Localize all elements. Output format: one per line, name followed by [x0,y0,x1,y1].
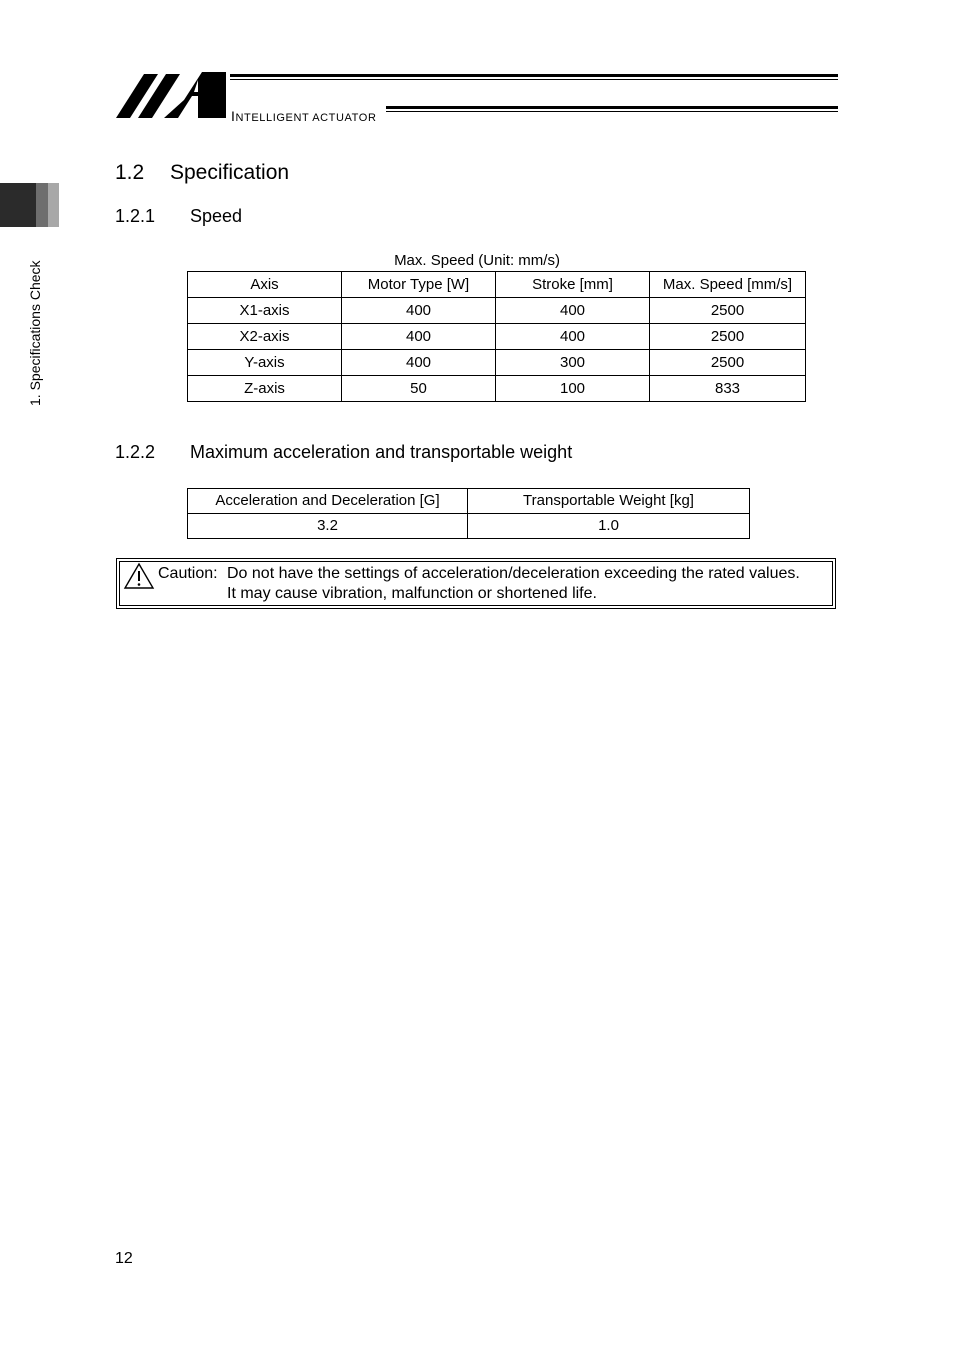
speed-header-motor: Motor Type [W] [342,272,496,298]
speed-cell: 400 [496,298,650,324]
chapter-side-label: 1. Specifications Check [27,260,43,406]
speed-table-caption: Max. Speed (Unit: mm/s) [394,252,560,269]
speed-table-header-row [188,272,806,298]
subsection-speed-number: 1.2.1 [115,206,156,226]
section-title: Specification [170,161,290,184]
speed-cell: 100 [496,376,650,402]
accel-table [187,488,750,539]
speed-cell: 2500 [650,298,806,324]
accel-cell: 1.0 [468,514,750,539]
warning-triangle-icon [123,562,155,590]
speed-cell: 2500 [650,350,806,376]
speed-header-stroke: Stroke [mm] [496,272,650,298]
header-rule-bottom-thick [386,106,838,109]
caution-text-line1: Do not have the settings of acceleration/deceleration exceeding the rated values. [227,565,800,582]
speed-cell: Y-axis [188,350,342,376]
speed-cell: 2500 [650,324,806,350]
brand-initial: I [231,108,236,124]
speed-cell: 400 [342,350,496,376]
brand-rest: NTELLIGENT ACTUATOR [235,112,377,124]
accel-table-header-row [188,489,750,514]
subsection-speed-title: Speed [190,206,243,226]
speed-cell: 300 [496,350,650,376]
speed-cell: 400 [342,324,496,350]
subsection-accel-title: Maximum acceleration and transportable weight [190,442,573,462]
chapter-tab-dark [0,183,36,227]
section-number: 1.2 [115,161,145,184]
caution-label: Caution: [158,565,218,582]
iai-logo [116,70,228,120]
page-number: 12 [115,1250,133,1267]
caution-text-line2: It may cause vibration, malfunction or shortened life. [227,585,597,602]
speed-table [187,271,806,402]
accel-cell: 3.2 [188,514,468,539]
speed-cell: 833 [650,376,806,402]
header-rule-top-thick [230,74,838,77]
speed-cell: 50 [342,376,496,402]
speed-cell: X2-axis [188,324,342,350]
accel-header-weight: Transportable Weight [kg] [468,489,750,514]
speed-cell: 400 [342,298,496,324]
header-rule-top-thin [230,79,838,80]
table-row [188,376,806,402]
subsection-accel-number: 1.2.2 [115,442,156,462]
table-row [188,324,806,350]
table-row [188,350,806,376]
speed-cell: 400 [496,324,650,350]
accel-header-acceleration: Acceleration and Deceleration [G] [188,489,468,514]
header-rule-bottom-thin [386,111,838,112]
table-row [188,514,750,539]
brand-name [231,108,376,124]
chapter-tab-light [48,183,59,227]
speed-header-maxspeed: Max. Speed [mm/s] [650,272,806,298]
table-row [188,298,806,324]
speed-cell: Z-axis [188,376,342,402]
speed-cell: X1-axis [188,298,342,324]
chapter-tab-mid [36,183,48,227]
speed-header-axis: Axis [188,272,342,298]
